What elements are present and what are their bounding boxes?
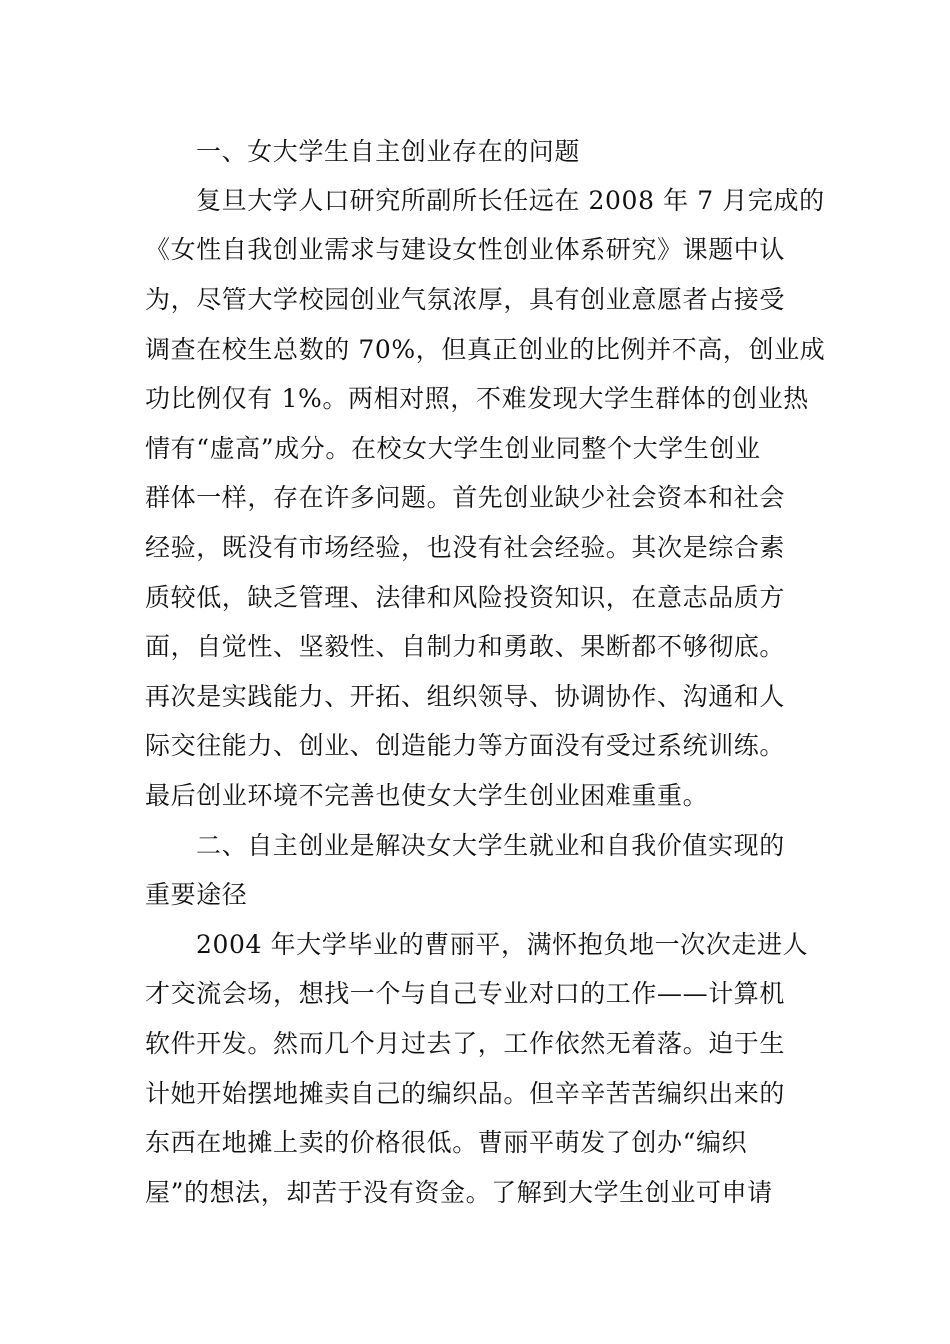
heading-section-2-continued: 重要途径 bbox=[145, 880, 248, 909]
paragraph-line: 软件开发。然而几个月过去了，工作依然无着落。迫于生 bbox=[145, 1029, 786, 1058]
paragraph-line: 计她开始摆地摊卖自己的编织品。但辛辛苦苦编织出来的 bbox=[145, 1079, 786, 1108]
paragraph-line: 际交往能力、创业、创造能力等方面没有受过系统训练。 bbox=[145, 731, 786, 760]
paragraph-line: 情有“虚高”成分。在校女大学生创业同整个大学生创业 bbox=[145, 434, 761, 463]
paragraph-line: 才交流会场，想找一个与自己专业对口的工作——计算机 bbox=[145, 979, 786, 1008]
heading-section-2: 二、自主创业是解决女大学生就业和自我价值实现的 bbox=[196, 831, 785, 860]
paragraph-line: 最后创业环境不完善也使女大学生创业困难重重。 bbox=[145, 781, 709, 810]
paragraph-line: 东西在地摊上卖的价格很低。曹丽平萌发了创办“编织 bbox=[145, 1128, 748, 1157]
paragraph-line: 面，自觉性、坚毅性、自制力和勇敢、果断都不够彻底。 bbox=[145, 632, 786, 661]
paragraph-line: 为，尽管大学校园创业气氛浓厚，具有创业意愿者占接受 bbox=[145, 285, 786, 314]
paragraph-line: 经验，既没有市场经验，也没有社会经验。其次是综合素 bbox=[145, 533, 786, 562]
paragraph-line: 《女性自我创业需求与建设女性创业体系研究》课题中认 bbox=[145, 235, 786, 264]
paragraph-line: 屋”的想法，却苦于没有资金。了解到大学生创业可申请 bbox=[145, 1178, 773, 1207]
heading-section-1: 一、女大学生自主创业存在的问题 bbox=[196, 137, 581, 166]
paragraph-line: 2004 年大学毕业的曹丽平，满怀抱负地一次次走进人 bbox=[196, 930, 809, 959]
paragraph-line: 质较低，缺乏管理、法律和风险投资知识，在意志品质方 bbox=[145, 583, 786, 612]
paragraph-line: 调查在校生总数的 70%，但真正创业的比例并不高，创业成 bbox=[145, 335, 826, 364]
paragraph-line: 再次是实践能力、开拓、组织领导、协调协作、沟通和人 bbox=[145, 682, 786, 711]
paragraph-line: 功比例仅有 1%。两相对照，不难发现大学生群体的创业热 bbox=[145, 384, 809, 413]
paragraph-line: 群体一样，存在许多问题。首先创业缺少社会资本和社会 bbox=[145, 483, 786, 512]
paragraph-line: 复旦大学人口研究所副所长任远在 2008 年 7 月完成的 bbox=[196, 186, 825, 215]
